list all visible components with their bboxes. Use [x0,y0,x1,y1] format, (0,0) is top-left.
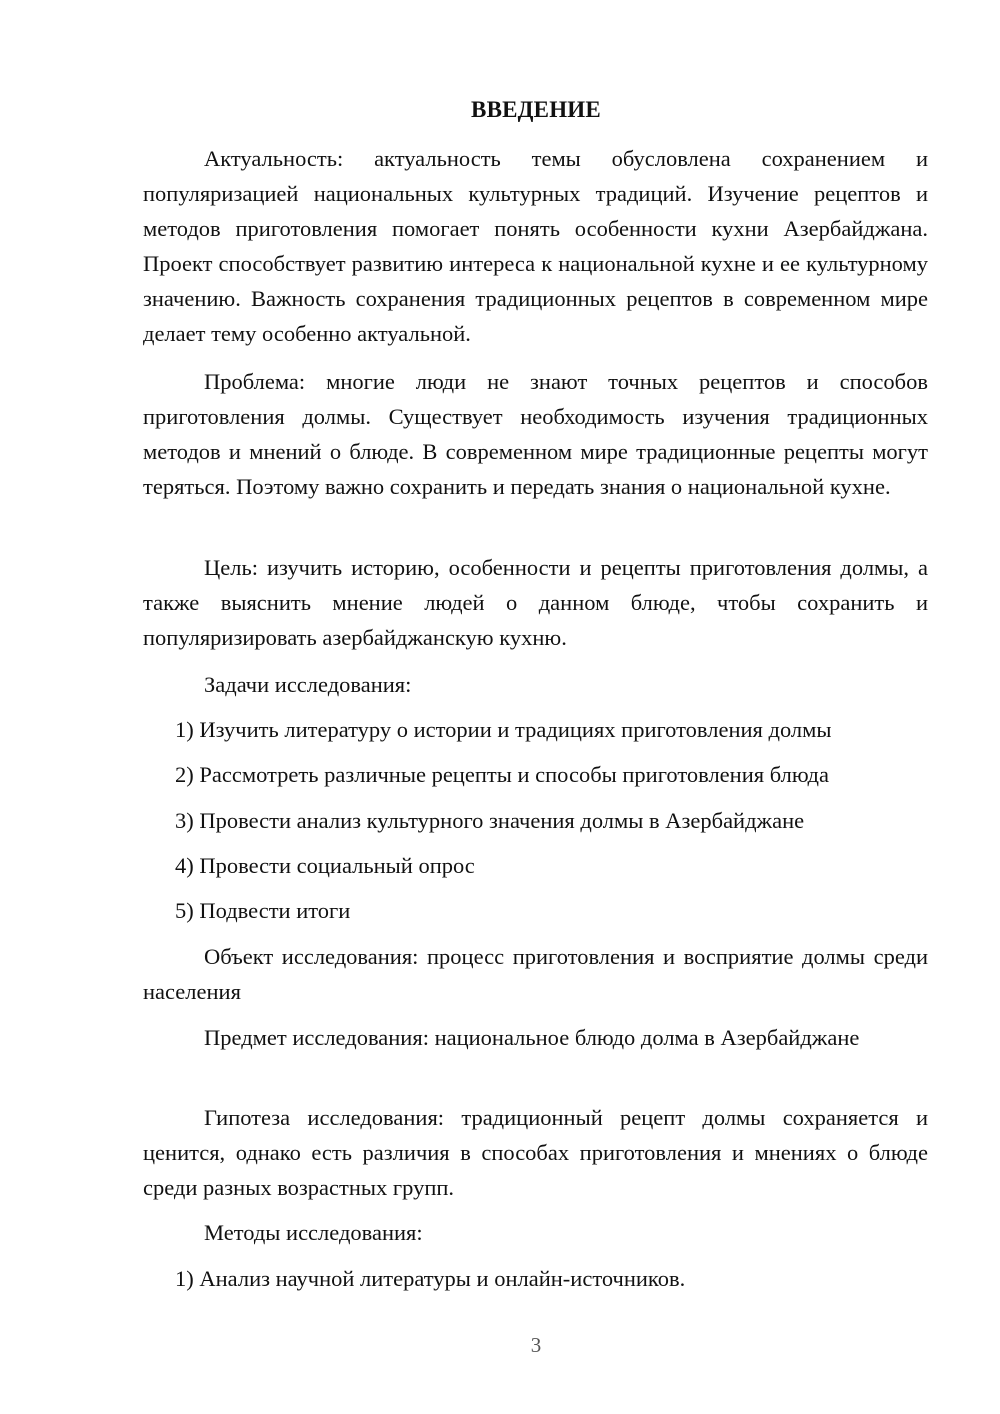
subject-section [143,1020,928,1055]
methods-heading-section [143,1215,928,1250]
subject-paragraph: Предмет исследования: национальное блюдо долма в Азербайджане [204,1025,860,1050]
object-paragraph: Объект исследования: процесс приготовления и восприятие долмы среди населения [143,944,928,1004]
relevance-section [143,141,928,351]
task-item: 4) Провести социальный опрос [175,853,475,878]
page-number: 3 [530,1333,542,1357]
problem-section [143,364,928,504]
hypothesis-section [143,1100,928,1205]
method-item: 1) Анализ научной литературы и онлайн-источников. [175,1266,686,1291]
methods-heading: Методы исследования: [204,1220,423,1245]
goal-paragraph: Цель: изучить историю, особенности и рецепты приготовления долмы, а также выяснить мнение людей о данном блюде, чтобы сохранить и популяризировать азербайджанскую кухню. [143,555,928,650]
page-title: ВВЕДЕНИЕ [471,97,601,122]
problem-paragraph: Проблема: многие люди не знают точных рецептов и способов приготовления долмы. Существует необходимость изучения традиционных методов и мнений о блюде. В современном мире традиционные рецепты могут теряться. Поэтому важно сохранить и передать знания о национальной кухне. [143,369,928,499]
goal-section [143,550,928,655]
task-item: 1) Изучить литературу о истории и традициях приготовления долмы [175,717,832,742]
tasks-heading: Задачи исследования: [204,672,412,697]
relevance-paragraph: Актуальность: актуальность темы обусловлена сохранением и популяризацией национальных культурных традиций. Изучение рецептов и методов приготовления помогает понять особенности кухни Азербайджана. Проект способствует развитию интереса к национальной кухне и ее культурному значению. Важность сохранения традиционных рецептов в современном мире делает тему особенно актуальной. [143,146,928,346]
task-item: 2) Рассмотреть различные рецепты и способы приготовления блюда [175,762,829,787]
task-item: 5) Подвести итоги [175,898,351,923]
object-section [143,939,928,1009]
task-item: 3) Провести анализ культурного значения долмы в Азербайджане [175,808,805,833]
hypothesis-paragraph: Гипотеза исследования: традиционный рецепт долмы сохраняется и ценится, однако есть различия в способах приготовления и мнениях о блюде среди разных возрастных групп. [143,1105,928,1200]
tasks-heading-section [143,667,928,702]
